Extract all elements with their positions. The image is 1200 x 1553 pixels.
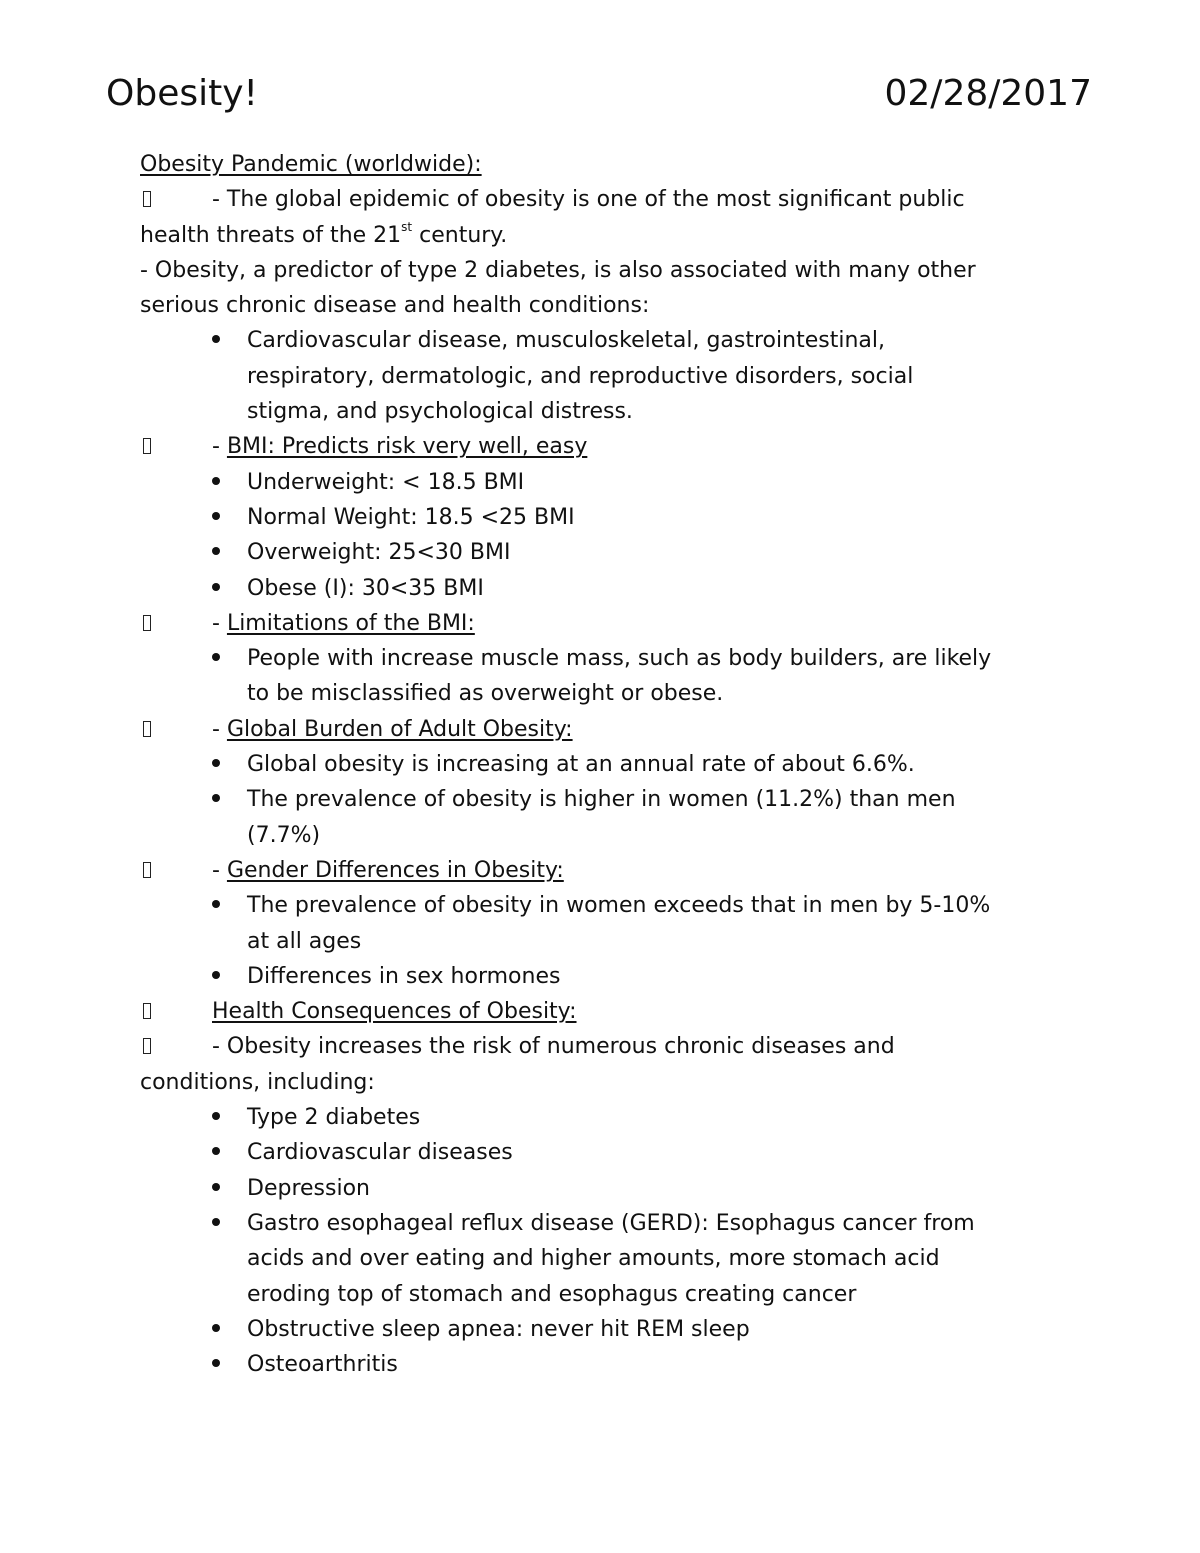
- gender-differences-heading: Gender Differences in Obesity:: [226, 857, 564, 883]
- checkbox-glyph-icon: [143, 191, 151, 207]
- list-item: People with increase muscle mass, such as body builders, are likely: [140, 641, 1060, 676]
- list-item: Cardiovascular disease, musculoskeletal, gastrointestinal,: [140, 323, 1060, 358]
- bullet-icon: [212, 1324, 220, 1332]
- bullet-icon: [212, 971, 220, 979]
- bullet-icon: [212, 900, 220, 908]
- section-heading: - Global Burden of Adult Obesity:: [140, 712, 1060, 747]
- list-item: Differences in sex hormones: [140, 959, 1060, 994]
- list-item: Gastro esophageal reflux disease (GERD): Esophagus cancer from: [140, 1206, 1060, 1241]
- list-item: Osteoarthritis: [140, 1347, 1060, 1382]
- document-date: 02/28/2017: [884, 73, 1092, 114]
- list-item: Cardiovascular diseases: [140, 1135, 1060, 1170]
- bullet-icon: [212, 335, 220, 343]
- text-line: eroding top of stomach and esophagus creating cancer: [247, 1281, 857, 1307]
- text-line: acids and over eating and higher amounts, more stomach acid: [247, 1246, 940, 1272]
- obesity-pandemic-heading: Obesity Pandemic (worldwide):: [140, 152, 482, 177]
- list-item: The prevalence of obesity in women exceeds that in men by 5-10%: [140, 888, 1060, 923]
- text-line: at all ages: [247, 928, 362, 954]
- list-item: Depression: [140, 1171, 1060, 1206]
- bullet-icon: [212, 1218, 220, 1226]
- bullet-icon: [212, 1112, 220, 1120]
- list-item: - Obesity increases the risk of numerous chronic diseases and: [140, 1029, 1060, 1064]
- global-burden-heading: Global Burden of Adult Obesity:: [226, 716, 573, 742]
- text-line: health threats of the 21st century.: [140, 220, 508, 248]
- list-item: Obese (I): 30<35 BMI: [140, 571, 1060, 606]
- checkbox-glyph-icon: [143, 1038, 151, 1054]
- checkbox-glyph-icon: [143, 438, 151, 454]
- text-line: serious chronic disease and health conditions:: [140, 293, 650, 319]
- bmi-limitations-heading: Limitations of the BMI:: [226, 610, 475, 636]
- list-item: The prevalence of obesity is higher in women (11.2%) than men: [140, 782, 1060, 817]
- section-heading: - Gender Differences in Obesity:: [140, 853, 1060, 888]
- text-line: to be misclassified as overweight or obese.: [247, 681, 724, 707]
- list-item: Overweight: 25<30 BMI: [140, 535, 1060, 570]
- list-item: Global obesity is increasing at an annual rate of about 6.6%.: [140, 747, 1060, 782]
- checkbox-glyph-icon: [143, 615, 151, 631]
- bullet-icon: [212, 794, 220, 802]
- bullet-icon: [212, 759, 220, 767]
- section-heading: - BMI: Predicts risk very well, easy: [140, 429, 1060, 464]
- list-item: Normal Weight: 18.5 <25 BMI: [140, 500, 1060, 535]
- bullet-icon: [212, 512, 220, 520]
- bullet-icon: [212, 1183, 220, 1191]
- bmi-heading: BMI: Predicts risk very well, easy: [226, 434, 588, 460]
- bullet-icon: [212, 1359, 220, 1367]
- checkbox-glyph-icon: [143, 862, 151, 878]
- bullet-icon: [212, 1147, 220, 1155]
- bullet-icon: [212, 547, 220, 555]
- bullet-icon: [212, 477, 220, 485]
- section-heading: - Limitations of the BMI:: [140, 606, 1060, 641]
- list-item: Type 2 diabetes: [140, 1100, 1060, 1135]
- health-consequences-heading: Health Consequences of Obesity:: [212, 999, 577, 1025]
- section-heading: [140, 147, 1060, 182]
- document-title: Obesity!: [106, 73, 258, 114]
- checkbox-glyph-icon: [143, 721, 151, 737]
- section-heading: [140, 994, 1060, 1029]
- list-item: - The global epidemic of obesity is one of the most significant public: [140, 182, 1060, 217]
- text-line: stigma, and psychological distress.: [247, 399, 633, 425]
- text-line: (7.7%): [247, 822, 321, 848]
- text-line: - Obesity, a predictor of type 2 diabetes, is also associated with many other: [140, 257, 976, 283]
- bullet-icon: [212, 653, 220, 661]
- notes-body: [140, 147, 1060, 1382]
- list-item: Obstructive sleep apnea: never hit REM sleep: [140, 1312, 1060, 1347]
- text-line: conditions, including:: [140, 1069, 375, 1095]
- text-line: respiratory, dermatologic, and reproductive disorders, social: [247, 363, 914, 389]
- checkbox-glyph-icon: [143, 1003, 151, 1019]
- bullet-icon: [212, 583, 220, 591]
- list-item: Underweight: < 18.5 BMI: [140, 465, 1060, 500]
